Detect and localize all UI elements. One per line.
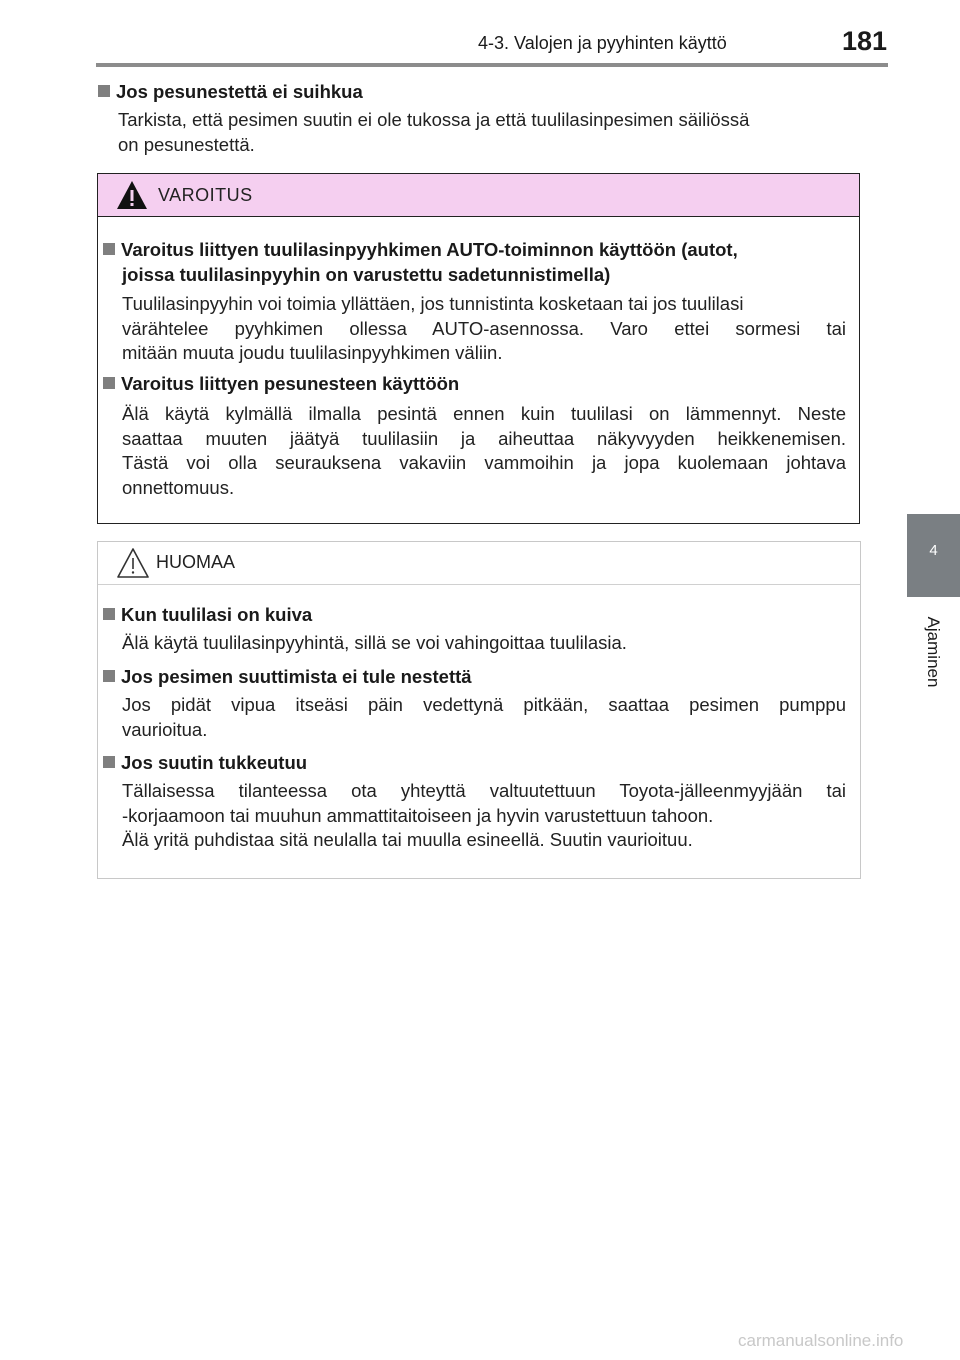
warning-section-2-heading: Varoitus liittyen pesunesteen käyttöön: [103, 373, 459, 395]
notice-title: HUOMAA: [156, 552, 236, 572]
intro-text: Tarkista, että pesimen suutin ei ole tukossa ja että tuulilasinpesimen säiliössä on pesunestettä.: [118, 109, 750, 155]
notice-triangle-icon: [116, 547, 150, 579]
notice-section-3-heading: Jos suutin tukkeutuu: [103, 752, 307, 774]
warning-title: VAROITUS: [158, 185, 253, 205]
intro-heading: Jos pesunestettä ei suihkua: [98, 81, 363, 103]
notice-section-2-heading: Jos pesimen suuttimista ei tule nestettä: [103, 666, 472, 688]
notice-section-1-heading: Kun tuulilasi on kuiva: [103, 604, 312, 626]
warning-triangle-icon: [116, 180, 148, 210]
header-divider: [96, 63, 888, 67]
square-bullet-icon: [98, 85, 110, 97]
notice-box: [97, 541, 861, 879]
warning-header: [98, 174, 859, 217]
notice-section-2-text: Jos pidät vipua itseäsi päin vedettynä pitkään, saattaa pesimen pumppu vaurioitua.: [122, 694, 846, 740]
notice-header: [98, 542, 860, 585]
section-title: 4-3. Valojen ja pyyhinten käyttö: [478, 33, 727, 53]
square-bullet-icon: [103, 670, 115, 682]
warning-section-2-text: Älä käytä kylmällä ilmalla pesintä ennen kuin tuulilasi on lämmennyt. Neste saattaa muuten jäätyä tuulilasiin ja aiheuttaa näkyvyyden heikkenemisen. Tästä voi olla seurauksena vakaviin vammoihin ja jopa kuolemaan johtava onnettomuus.: [122, 403, 846, 498]
warning-section-1-heading: Varoitus liittyen tuulilasinpyyhkimen AUTO-toiminnon käyttöön (autot, joissa tuulilasinpyyhin on varustettu sadetunnistimella): [103, 238, 853, 287]
watermark: carmanualsonline.info: [738, 1331, 904, 1350]
square-bullet-icon: [103, 756, 115, 768]
page-header: [0, 0, 960, 64]
notice-section-3-text: Tällaisessa tilanteessa ota yhteyttä valtuutettuun Toyota-jälleenmyyjään tai -korjaamoon tai muuhun ammattitaitoiseen ja hyvin varustettuun tahoon. Älä yritä puhdistaa sitä neulalla tai muulla esineellä. Suutin vaurioituu.: [122, 780, 846, 850]
square-bullet-icon: [103, 243, 115, 255]
warning-box: [97, 173, 860, 524]
square-bullet-icon: [103, 608, 115, 620]
warning-section-1-text: Tuulilasinpyyhin voi toimia yllättäen, jos tunnistinta kosketaan tai jos tuulilasi värähtelee pyyhkimen ollessa AUTO-asennossa. Varo ettei sormesi tai mitään muuta joudu tuulilasinpyyhkimen väliin.: [122, 293, 846, 363]
chapter-tab: [907, 514, 960, 597]
notice-section-1-text: Älä käytä tuulilasinpyyhintä, sillä se voi vahingoittaa tuulilasia.: [122, 632, 627, 653]
chapter-number: 4: [929, 542, 938, 559]
page-number: 181: [842, 26, 888, 56]
square-bullet-icon: [103, 377, 115, 389]
chapter-label: Ajaminen: [924, 616, 943, 688]
